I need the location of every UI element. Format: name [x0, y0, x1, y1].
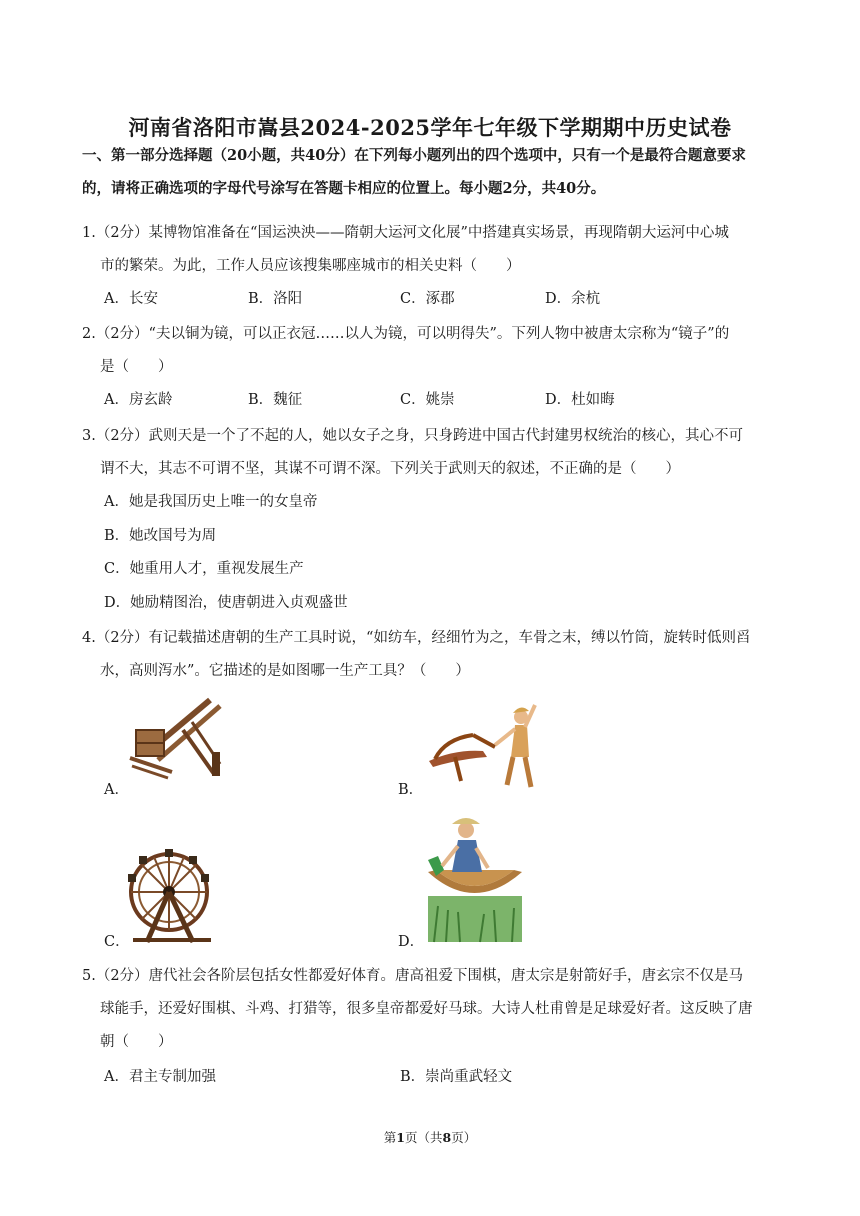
q3-option-a[interactable]: A．她是我国历史上唯一的女皇帝 [104, 494, 318, 510]
question-5-line-2: 球能手，还爱好围棋、斗鸡、打猎等，很多皇帝都爱好马球。大诗人杜甫曾是足球爱好者。这反映了唐 [100, 1001, 753, 1017]
question-2-line-2: 是（ ） [100, 359, 173, 375]
question-1-options [104, 287, 784, 311]
q5-option-b[interactable]: B．崇尚重武轻文 [400, 1069, 513, 1085]
footer-prefix: 第 [383, 1130, 397, 1145]
page-title: 河南省洛阳市嵩县2024-2025学年七年级下学期期中历史试卷 [128, 115, 732, 140]
question-1-line-1: 1.（2分）某博物馆准备在“国运泱泱——隋朝大运河文化展”中搭建真实场景，再现隋朝大运河中心城 [82, 225, 729, 241]
q4-label-b[interactable]: B． [398, 782, 424, 798]
q1-option-b[interactable]: B．洛阳 [248, 291, 303, 307]
q4-label-a[interactable]: A． [104, 782, 129, 798]
question-2 [82, 318, 782, 384]
footer-page-number: 1 [396, 1130, 405, 1145]
q2-option-d[interactable]: D．杜如晦 [545, 392, 615, 408]
question-4-line-1: 4.（2分）有记载描述唐朝的生产工具时说，“如纺车，经细竹为之，车骨之末，缚以竹筒，旋转时低则舀 [82, 630, 751, 646]
tool-image-a-dragon-bone-pump [128, 692, 228, 784]
q2-option-c[interactable]: C．姚崇 [400, 392, 455, 408]
section-line-2: 的，请将正确选项的字母代号涂写在答题卡相应的位置上。每小题2分，共40分。 [82, 180, 606, 197]
question-5-line-1: 5.（2分）唐代社会各阶层包括女性都爱好体育。唐高祖爱下围棋，唐太宗是射箭好手，唐玄宗不仅是马 [82, 968, 744, 984]
question-5 [82, 960, 782, 1059]
question-2-line-1: 2.（2分）“夫以铜为镜，可以正衣冠……以人为镜，可以明得失”。下列人物中被唐太宗称为“镜子”的 [82, 326, 730, 342]
q2-option-b[interactable]: B．魏征 [248, 392, 303, 408]
tool-image-d-seedling-boat [424, 810, 524, 944]
q5-option-a[interactable]: A．君主专制加强 [104, 1069, 216, 1085]
question-1 [82, 217, 782, 283]
question-4-line-2: 水，高则泻水”。它描述的是如图哪一生产工具？（ ） [100, 663, 470, 679]
question-3-line-2: 谓不大，其志不可谓不坚，其谋不可谓不深。下列关于武则天的叙述，不正确的是（ ） [100, 461, 680, 477]
q2-option-a[interactable]: A．房玄龄 [104, 392, 173, 408]
question-3-line-1: 3.（2分）武则天是一个了不起的人，她以女子之身，只身跨进中国古代封建男权统治的核心，其心不可 [82, 428, 744, 444]
q1-option-a[interactable]: A．长安 [104, 291, 158, 307]
footer-middle: 页（共 [404, 1130, 443, 1145]
q1-option-d[interactable]: D．余杭 [545, 291, 601, 307]
section-instructions [82, 139, 782, 205]
q3-option-d[interactable]: D．她励精图治，使唐朝进入贞观盛世 [104, 595, 348, 611]
question-4 [82, 622, 782, 688]
tool-image-c-water-wheel [127, 848, 215, 944]
question-1-line-2: 市的繁荣。为此，工作人员应该搜集哪座城市的相关史料（ ） [100, 258, 521, 274]
footer-suffix: 页） [451, 1130, 477, 1145]
question-3 [82, 420, 782, 486]
question-5-options [104, 1065, 784, 1089]
q3-option-c[interactable]: C．她重用人才，重视发展生产 [104, 561, 304, 577]
section-line-1: 一、第一部分选择题（20小题，共40分）在下列每小题列出的四个选项中，只有一个是最符合题意要求 [82, 147, 746, 164]
footer-total-pages: 8 [442, 1130, 452, 1145]
question-5-line-3: 朝（ ） [100, 1034, 173, 1050]
q3-option-b[interactable]: B．她改国号为周 [104, 528, 217, 544]
q1-option-c[interactable]: C．涿郡 [400, 291, 455, 307]
page-footer [0, 1128, 860, 1146]
tool-image-b-curved-plough [425, 699, 543, 793]
question-2-options [104, 388, 784, 412]
q4-label-c[interactable]: C． [104, 934, 130, 950]
q4-label-d[interactable]: D． [398, 934, 425, 950]
